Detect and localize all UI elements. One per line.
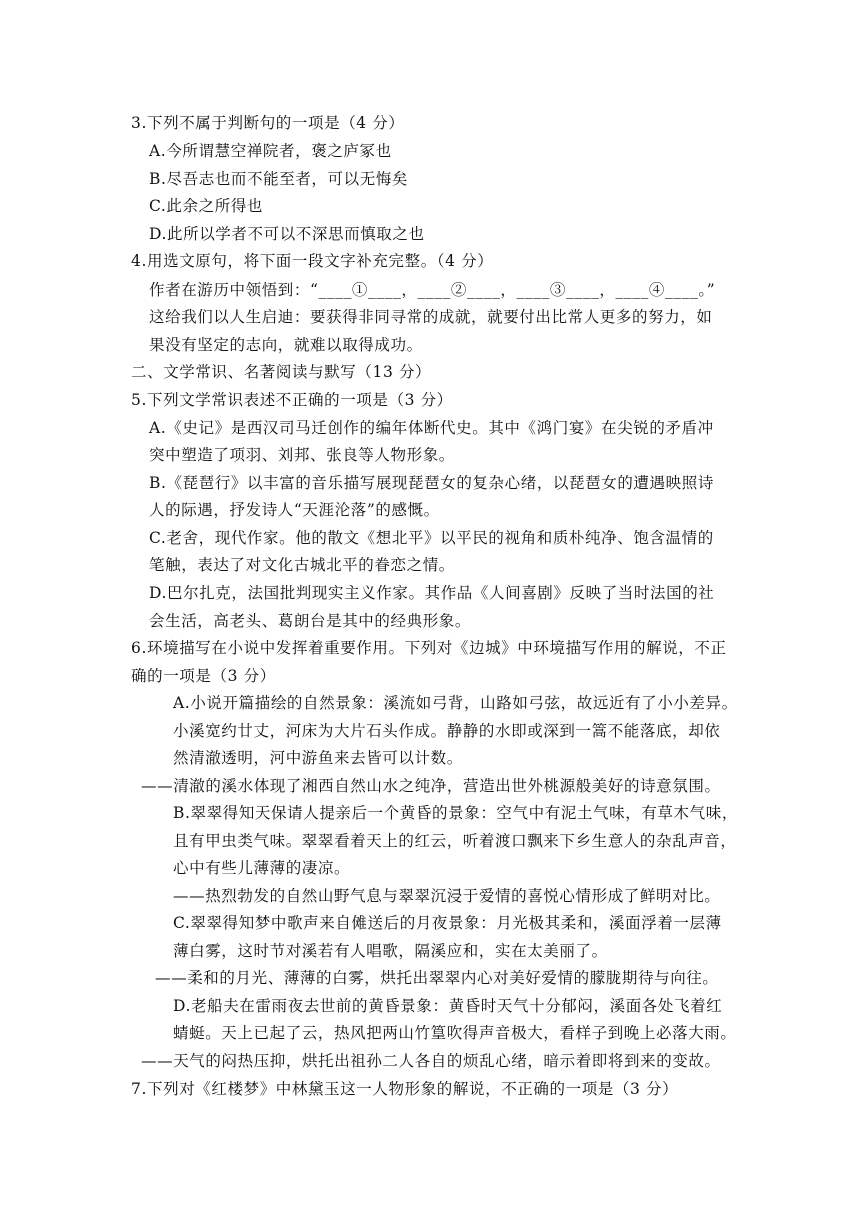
q5-stem: 5.下列文学常识表述不正确的一项是（3 分） bbox=[131, 391, 453, 409]
q5-line-3: B.《琵琶行》以丰富的音乐描写展现琵琶女的复杂心绪，以琵琶女的遭遇映照诗 bbox=[149, 474, 714, 492]
q6-line-6: 且有甲虫类气味。翠翠看着天上的红云，听着渡口飘来下乡生意人的杂乱声音， bbox=[173, 832, 737, 850]
q6-stem-line-1: 6.环境描写在小说中发挥着重要作用。下列对《边城》中环境描写作用的解说，不正 bbox=[131, 639, 727, 657]
q3-option-b: B.尽吾志也而不能至者，可以无悔矣 bbox=[149, 170, 409, 188]
q6-line-1: A.小说开篇描绘的自然景象：溪流如弓背，山路如弓弦，故远近有了小小差异。 bbox=[173, 694, 738, 712]
q4-stem: 4.用选文原句，将下面一段文字补充完整。（4 分） bbox=[131, 252, 494, 270]
q5-line-6: 笔触，表达了对文化古城北平的眷恋之情。 bbox=[149, 556, 455, 574]
q7-stem: 7.下列对《红楼梦》中林黛玉这一人物形象的解说，不正确的一项是（3 分） bbox=[131, 1080, 679, 1098]
q5-line-4: 人的际遇，抒发诗人“天涯沦落”的感慨。 bbox=[149, 501, 440, 519]
section-2-heading: 二、文学常识、名著阅读与默写（13 分） bbox=[131, 363, 432, 381]
q6-line-5: B.翠翠得知天保请人提亲后一个黄昏的景象：空气中有泥土气味，有草木气味， bbox=[173, 804, 738, 822]
q4-line-2: 这给我们以人生启迪：要获得非同寻常的成就，就要付出比常人更多的努力，如 bbox=[149, 308, 713, 326]
q6-line-4: ——清澈的溪水体现了湘西自然山水之纯净，营造出世外桃源般美好的诗意氛围。 bbox=[141, 777, 721, 795]
q6-line-12: D.老船夫在雷雨夜去世前的黄昏景象：黄昏时天气十分郁闷，溪面各处飞着红 bbox=[173, 997, 723, 1015]
q3-option-c: C.此余之所得也 bbox=[149, 197, 264, 215]
q6-line-7: 心中有些儿薄薄的凄凉。 bbox=[173, 859, 351, 877]
q3-option-a: A.今所谓慧空禅院者，褒之庐冢也 bbox=[149, 142, 392, 160]
q4-line-3: 果没有坚定的志向，就难以取得成功。 bbox=[149, 336, 423, 354]
q6-line-2: 小溪宽约廿丈，河床为大片石头作成。静静的水即或深到一篙不能落底，却依 bbox=[173, 722, 721, 740]
q6-stem-line-2: 确的一项是（3 分） bbox=[131, 667, 276, 685]
q5-line-5: C.老舍，现代作家。他的散文《想北平》以平民的视角和质朴纯净、饱含温情的 bbox=[149, 529, 714, 547]
q5-line-1: A.《史记》是西汉司马迁创作的编年体断代史。其中《鸿门宴》在尖锐的矛盾冲 bbox=[149, 419, 714, 437]
q3-option-d: D.此所以学者不可以不深思而慎取之也 bbox=[149, 225, 425, 243]
q4-line-1: 作者在游历中领悟到：“____①____，____②____，____③____，____④____。” bbox=[149, 281, 716, 299]
q6-line-14: ——天气的闷热压抑，烘托出祖孙二人各自的烦乱心绪，暗示着即将到来的变故。 bbox=[141, 1052, 721, 1070]
q3-stem: 3.下列不属于判断句的一项是（4 分） bbox=[131, 114, 405, 132]
q5-line-2: 突中塑造了项羽、刘邦、张良等人物形象。 bbox=[149, 446, 455, 464]
q6-line-8: ——热烈勃发的自然山野气息与翠翠沉浸于爱情的喜悦心情形成了鲜明对比。 bbox=[173, 887, 721, 905]
q6-line-9: C.翠翠得知梦中歌声来自傩送后的月夜景象：月光极其柔和，溪面浮着一层薄 bbox=[173, 914, 722, 932]
q6-line-3: 然清澈透明，河中游鱼来去皆可以计数。 bbox=[173, 749, 463, 767]
q5-line-7: D.巴尔扎克，法国批判现实主义作家。其作品《人间喜剧》反映了当时法国的社 bbox=[149, 584, 715, 602]
q6-line-11: ——柔和的月光、薄薄的白雾，烘托出翠翠内心对美好爱情的朦胧期待与向往。 bbox=[155, 969, 719, 987]
q6-line-13: 蜻蜓。天上已起了云，热风把两山竹篁吹得声音极大，看样子到晚上必落大雨。 bbox=[173, 1024, 737, 1042]
q5-line-8: 会生活，高老头、葛朗台是其中的经典形象。 bbox=[149, 612, 472, 630]
q6-line-10: 薄白雾，这时节对溪若有人唱歌，隔溪应和，实在太美丽了。 bbox=[173, 942, 608, 960]
